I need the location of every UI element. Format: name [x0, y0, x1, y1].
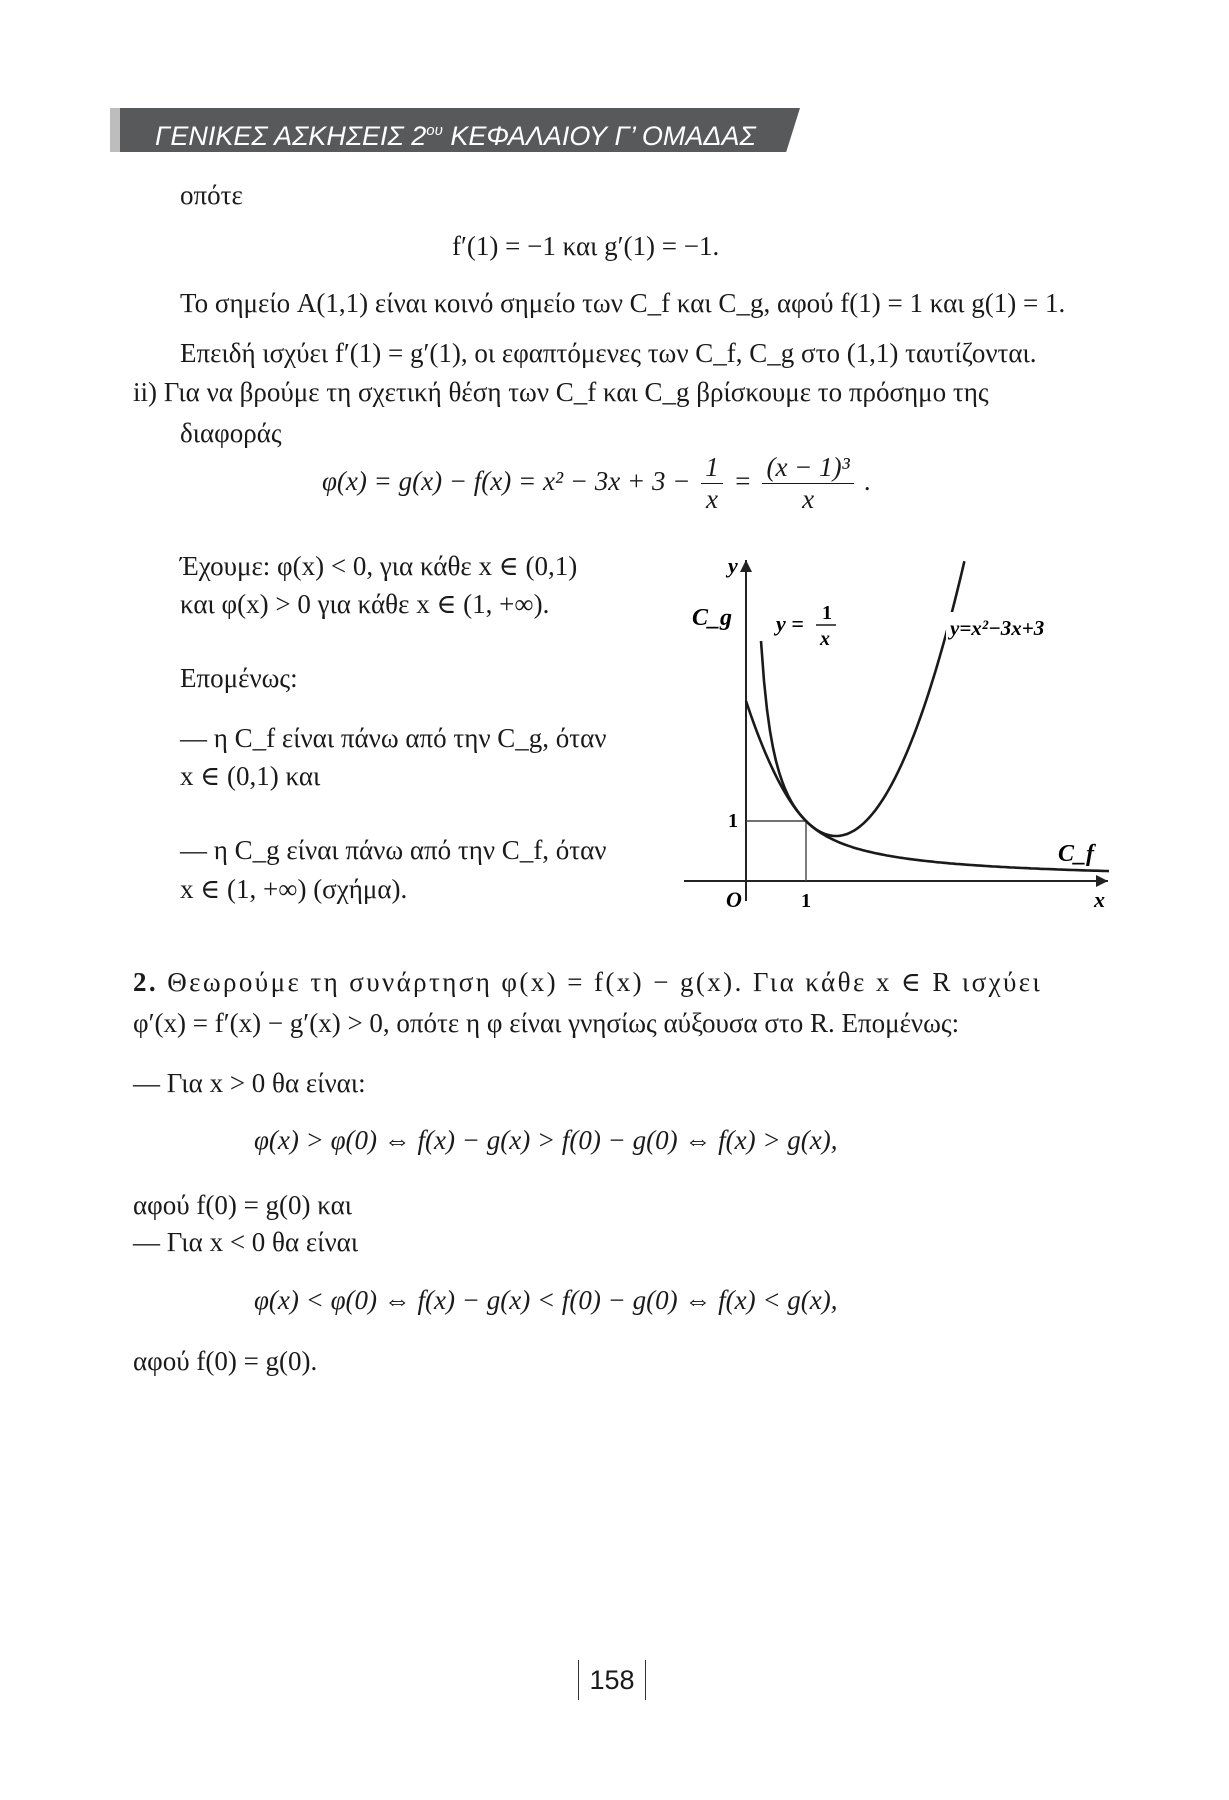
- axis-label-y: y: [728, 555, 738, 578]
- curve-label-cf: C_f: [1058, 841, 1094, 867]
- header-title-sup: ου: [426, 122, 443, 139]
- page-header-title: [155, 113, 756, 149]
- header-title-main: ΓΕΝΙΚΕΣ ΑΣΚΗΣΕΙΣ 2: [155, 121, 427, 151]
- text-line: — η C_f είναι πάνω από την C_g, όταν: [180, 723, 607, 753]
- text-line: αφού f(0) = g(0).: [133, 1346, 318, 1376]
- y-axis-arrow: [740, 560, 752, 572]
- tick-label-y-1: 1: [728, 810, 738, 832]
- text-line: Το σημείο A(1,1) είναι κοινό σημείο των C_f και C_g, αφού f(1) = 1 και g(1) = 1.: [180, 288, 1066, 318]
- header-title-rest: ΚΕΦΑΛΑΙΟΥ Γ’ ΟΜΑΔΑΣ: [442, 121, 756, 151]
- text-line: Επειδή ισχύει f′(1) = g′(1), οι εφαπτόμενες των C_f, C_g στο (1,1) ταυτίζονται.: [180, 338, 1037, 368]
- text-line: ii) Για να βρούμε τη σχετική θέση των C_f και C_g βρίσκουμε το πρόσημο της: [133, 377, 989, 407]
- text-line: — Για x < 0 θα είναι: [133, 1227, 359, 1257]
- tick-label-x-1: 1: [801, 890, 811, 912]
- parabola-label: y=x²−3x+3: [950, 616, 1045, 640]
- exercise-2-line: [133, 965, 1042, 999]
- text-line: οπότε: [180, 180, 243, 210]
- hyperbola-label-numerator: 1: [822, 602, 832, 624]
- fraction-numerator: 1: [701, 452, 723, 484]
- hyperbola-label-lhs: y =: [776, 611, 804, 636]
- origin-label: O: [726, 887, 742, 912]
- hyperbola-label-denominator: x: [820, 628, 830, 650]
- text-line: Έχουμε: φ(x) < 0, για κάθε x ∈ (0,1): [180, 551, 578, 581]
- fraction-denominator: x: [802, 484, 815, 515]
- exercise-number: 2.: [133, 967, 159, 997]
- equation-line: φ(x) < φ(0) ⇔ f(x) − g(x) < f(0) − g(0) ⇔ f(x) < g(x),: [254, 1285, 838, 1315]
- curve-label-cg: C_g: [692, 605, 733, 631]
- text-line: — Για x > 0 θα είναι:: [133, 1068, 366, 1098]
- equation-equals: =: [733, 465, 752, 496]
- text-line: f′(1) = −1 και g′(1) = −1.: [452, 231, 720, 261]
- text-line: x ∈ (1, +∞) (σχήμα).: [180, 874, 408, 904]
- equation-phi: [322, 452, 871, 515]
- text-line: Επομένως:: [180, 663, 298, 693]
- equation-line: φ(x) > φ(0) ⇔ f(x) − g(x) > f(0) − g(0) ⇔ f(x) > g(x),: [254, 1125, 838, 1155]
- graph-figure: [676, 555, 1116, 925]
- axis-label-x: x: [1094, 887, 1105, 912]
- text-line: και φ(x) > 0 για κάθε x ∈ (1, +∞).: [180, 589, 550, 619]
- fraction-cubic: [762, 452, 853, 515]
- text-line: φ′(x) = f′(x) − g′(x) > 0, οπότε η φ είναι γνησίως αύξουσα στο R. Επομένως:: [133, 1008, 960, 1038]
- page-number: 158: [578, 1660, 646, 1700]
- equation-period: .: [864, 465, 872, 496]
- text-line: — η C_g είναι πάνω από την C_f, όταν: [180, 835, 607, 865]
- exercise-2-text: Θεωρούμε τη συνάρτηση φ(x) = f(x) − g(x). Για κάθε x ∈ R ισχύει: [167, 967, 1043, 997]
- text-line: x ∈ (0,1) και: [180, 761, 321, 791]
- text-line: διαφοράς: [180, 418, 282, 448]
- fraction-one-over-x: [701, 452, 723, 515]
- equation-phi-lhs: φ(x) = g(x) − f(x) = x² − 3x + 3 −: [322, 465, 691, 496]
- fraction-numerator: (x − 1)³: [762, 452, 853, 484]
- text-line: αφού f(0) = g(0) και: [133, 1190, 353, 1220]
- header-accent: [110, 108, 120, 152]
- x-axis-arrow: [1096, 875, 1108, 887]
- fraction-denominator: x: [705, 484, 718, 515]
